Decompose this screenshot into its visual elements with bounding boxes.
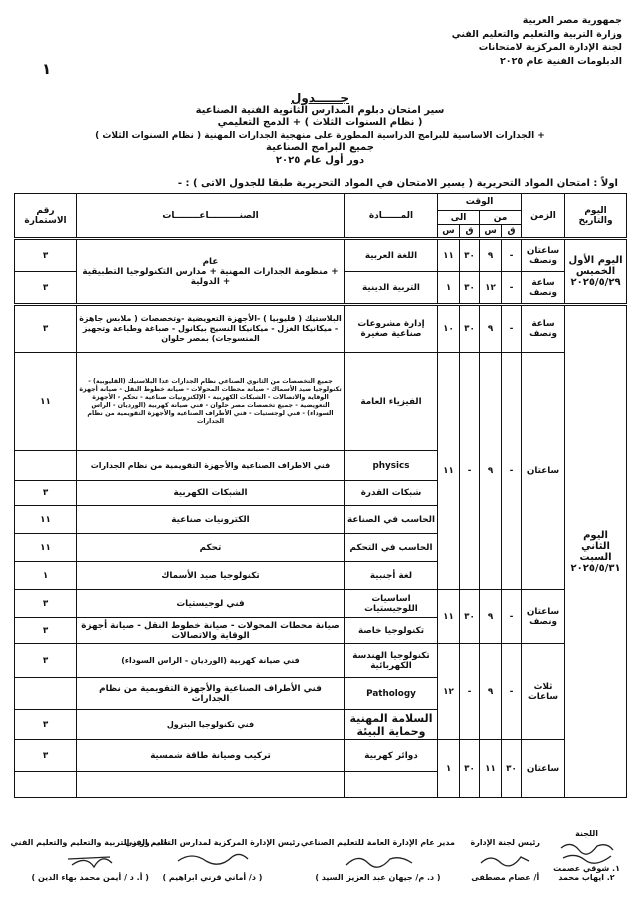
industries-cell: تكنولوجيا صيد الأسماك [77, 562, 345, 590]
signature-name: ( د/ أماني قرني ابراهيم ) [162, 873, 263, 882]
signature-title: رئيس الإدارة المركزية لمدارس التعليم الفني [124, 838, 300, 847]
document-titles [40, 92, 600, 167]
duration-cell: ساعتان ونصف [522, 590, 565, 644]
from-q: - [502, 239, 522, 272]
subject-cell: تكنولوجيا الهندسة الكهربائية [345, 644, 438, 678]
industries-cell: الكترونيات صناعية [77, 506, 345, 534]
header-line: الدبلومات الفنية عام ٢٠٢٥ [499, 55, 622, 67]
industries-text: عام [202, 256, 219, 267]
to-q: ٣٠ [460, 272, 480, 305]
form-cell: ٣ [15, 590, 77, 618]
to-s: ١١ [438, 353, 460, 590]
header-duration: الزمن [522, 194, 565, 239]
signature-scribble [10, 847, 170, 873]
from-s: ٩ [480, 305, 502, 353]
to-s: ١١ [438, 239, 460, 272]
industries-cell: فني لوجيستيات [77, 590, 345, 618]
from-q: - [502, 305, 522, 353]
header-to: الى [438, 211, 480, 225]
ministry-header [412, 14, 622, 68]
duration-cell: ساعتان [522, 740, 565, 798]
day-cell: اليوم الثاني السبت ٢٠٢٥/٥/٣١ [565, 305, 627, 798]
from-s: ٩ [480, 239, 502, 272]
table-row [15, 239, 627, 272]
duration-cell: ساعتان ونصف [522, 239, 565, 272]
to-s: ١ [438, 740, 460, 798]
to-s: ١١ [438, 590, 460, 644]
industries-cell: تركيب وصيانة طاقة شمسية [77, 740, 345, 772]
header-line: جمهورية مصر العربية [522, 15, 622, 26]
form-cell: ١ [15, 562, 77, 590]
page-number: ١ [42, 60, 52, 78]
header-line: لجنة الإدارة المركزية لامتحانات [478, 42, 622, 53]
title-line: دور أول عام ٢٠٢٥ [275, 154, 365, 166]
signature-scribble [470, 847, 540, 873]
subject-cell: التربية الدينية [345, 272, 438, 305]
duration-cell: ثلاث ساعات [522, 644, 565, 740]
from-q: - [502, 644, 522, 740]
industries-cell: الشبكات الكهربية [77, 481, 345, 506]
subject-cell: إدارة مشروعات صناعية صغيرة [345, 305, 438, 353]
from-s: ٩ [480, 644, 502, 740]
industries-cell: تحكم [77, 534, 345, 562]
industries-text: + منظومة الجدارات المهنية + مدارس التكنولوجيا التطبيقية + الدولية [82, 266, 339, 287]
form-cell [15, 678, 77, 710]
industries-cell: صيانة محطات المحولات - صيانة خطوط النقل - صيانة أجهزة الوقاية والاتصالات [77, 618, 345, 644]
industries-cell: جميع التخصصات من الثانوي الصناعي نظام الجدارات عدا البلاستيك (القليوبية) - تكنولوجيا صيد الأسماك - صيانة محطات المحولات - صيانة خطوط النقل - صيانة أجهزة الوقاية والاتصالات - الشبكات الكهربية - الإلكترونيات صناعية - تحكم - الأجهزة التعويضية - جميع تخصصات مصر حلوان - فني صيانة كهربية (الورديان - الراس السوداء) - فني لوجستيات - فني الأطراف الصناعية والأجهزة التقويمية من نظام الجدارات [77, 353, 345, 451]
subject-cell: اساسيات اللوجيستيات [345, 590, 438, 618]
header-day: اليوم والتاريخ [565, 194, 627, 239]
signature-name: ( د. م/ جيهان عبد العزيز السيد ) [315, 873, 441, 882]
signature-title: نائب وزير التربية والتعليم والتعليم الفني [10, 838, 170, 847]
header-time: الوقت [438, 194, 522, 211]
industries-cell [77, 239, 345, 305]
signature-title: اللجنة [575, 829, 598, 838]
header-subject: المــــــادة [345, 194, 438, 239]
form-cell [15, 772, 77, 798]
exam-schedule-table [14, 193, 627, 798]
header-from: من [480, 211, 522, 225]
from-q: - [502, 272, 522, 305]
form-cell: ٣ [15, 618, 77, 644]
signature-scribble [301, 847, 455, 873]
duration-cell: ساعة ونصف [522, 272, 565, 305]
form-cell: ١١ [15, 506, 77, 534]
industries-cell: البلاستيك ( فليوبيا ) -الأجهزة التعويضية -وتخصصات ( ملابس جاهزة - ميكانيكا الغزل - ميكانيكا النسيج بيكانول - صباغة وطباعة وتجهيز المنسوجات) بمصر حلوان [77, 305, 345, 353]
table-row [15, 740, 627, 772]
signature-title: مدير عام الإدارة العامة للتعليم الصناعي [300, 838, 455, 847]
subject-cell: تكنولوجيا خاصة [345, 618, 438, 644]
title-line: جميع البرامج الصناعية [266, 142, 374, 153]
subject-cell: اللغة العربية [345, 239, 438, 272]
subject-cell [345, 772, 438, 798]
form-cell [15, 451, 77, 481]
to-q: ٣٠ [460, 239, 480, 272]
header-form: رقم الاستمارة [15, 194, 77, 239]
header-s: س [480, 225, 502, 239]
to-s: ١٢ [438, 644, 460, 740]
industries-cell: فني الاطراف الصناعية والأجهزة التقويمية من نظام الجدارات [77, 451, 345, 481]
to-s: ١ [438, 272, 460, 305]
subject-cell: الحاسب في التحكم [345, 534, 438, 562]
subject-cell: الحاسب في الصناعة [345, 506, 438, 534]
subject-cell: Pathology [345, 678, 438, 710]
from-s: ١٢ [480, 272, 502, 305]
table-row [15, 590, 627, 618]
subject-cell: السلامة المهنية وحماية البيئة [345, 710, 438, 740]
signature-name: أ/ عصام مصطفى [471, 873, 540, 882]
industries-cell: فني الأطراف الصناعية والأجهزة التقويمية من نظام الجدارات [77, 678, 345, 710]
header-q: ق [502, 225, 522, 239]
to-q: ٣٠ [460, 740, 480, 798]
signature-title: رئيس لجنة الإدارة [470, 838, 540, 847]
signature-scribble [553, 838, 620, 864]
title-line: جــــــدول [290, 91, 350, 105]
industries-cell: فني تكنولوجيا البترول [77, 710, 345, 740]
duration-cell: ساعة ونصف [522, 305, 565, 353]
to-q: ٣٠ [460, 305, 480, 353]
industries-cell: فني صيانة كهربية (الورديان - الراس السوداء) [77, 644, 345, 678]
signature-name: ١. شوقي عصمت [553, 864, 620, 873]
subject-cell: شبكات القدرة [345, 481, 438, 506]
to-q: ٣٠ [460, 590, 480, 644]
from-q: - [502, 590, 522, 644]
form-cell: ٣ [15, 305, 77, 353]
form-cell: ١١ [15, 534, 77, 562]
title-line: + الجدارات الاساسية للبرامج الدراسية المطورة على منهجية الجدارات المهنية ( نظام السنوات الثلاث ) [95, 130, 545, 141]
form-cell: ٣ [15, 481, 77, 506]
table-row [15, 644, 627, 678]
industries-cell [77, 772, 345, 798]
form-cell: ٣ [15, 272, 77, 305]
from-s: ٩ [480, 590, 502, 644]
title-line: سير امتحان دبلوم المدارس الثانوية الفنية الصناعية [195, 104, 445, 116]
to-s: ١٠ [438, 305, 460, 353]
form-cell: ٣ [15, 239, 77, 272]
signature-block [301, 838, 455, 882]
table-row [15, 353, 627, 451]
from-s: ٩ [480, 353, 502, 590]
header-s: س [438, 225, 460, 239]
subject-cell: الفيزياء العامة [345, 353, 438, 451]
signature-name: ( أ. د / أيمن محمد بهاء الدين ) [31, 873, 149, 882]
to-q: - [460, 644, 480, 740]
header-q: ق [460, 225, 480, 239]
to-q: - [460, 353, 480, 590]
table-row [15, 305, 627, 353]
day-cell: اليوم الأول الخميس ٢٠٢٥/٥/٢٩ [565, 239, 627, 305]
signature-block [10, 838, 170, 882]
title-line: ( نظام السنوات الثلاث ) + الدمج التعليمي [217, 117, 423, 128]
header-industries: الصنــــــــــاعــــــــات [77, 194, 345, 239]
form-cell: ١١ [15, 353, 77, 451]
signature-block [553, 829, 620, 882]
from-q: - [502, 353, 522, 590]
signature-name: ٢. ايهاب محمد [558, 873, 615, 882]
from-q: ٣٠ [502, 740, 522, 798]
form-cell: ٣ [15, 740, 77, 772]
subject-cell: لغة أجنبية [345, 562, 438, 590]
header-line: وزارة التربية والتعليم والتعليم الفني [451, 28, 622, 40]
signature-block [470, 838, 540, 882]
section-title: اولاً : امتحان المواد التحريرية ( يسير الامتحان في المواد التحريرية طبقا للجدول الاتى ) : - [177, 178, 618, 189]
form-cell: ٣ [15, 710, 77, 740]
subject-cell: دوائر كهربية [345, 740, 438, 772]
form-cell: ٣ [15, 644, 77, 678]
subject-cell: physics [345, 451, 438, 481]
from-s: ١١ [480, 740, 502, 798]
duration-cell: ساعتان [522, 353, 565, 590]
